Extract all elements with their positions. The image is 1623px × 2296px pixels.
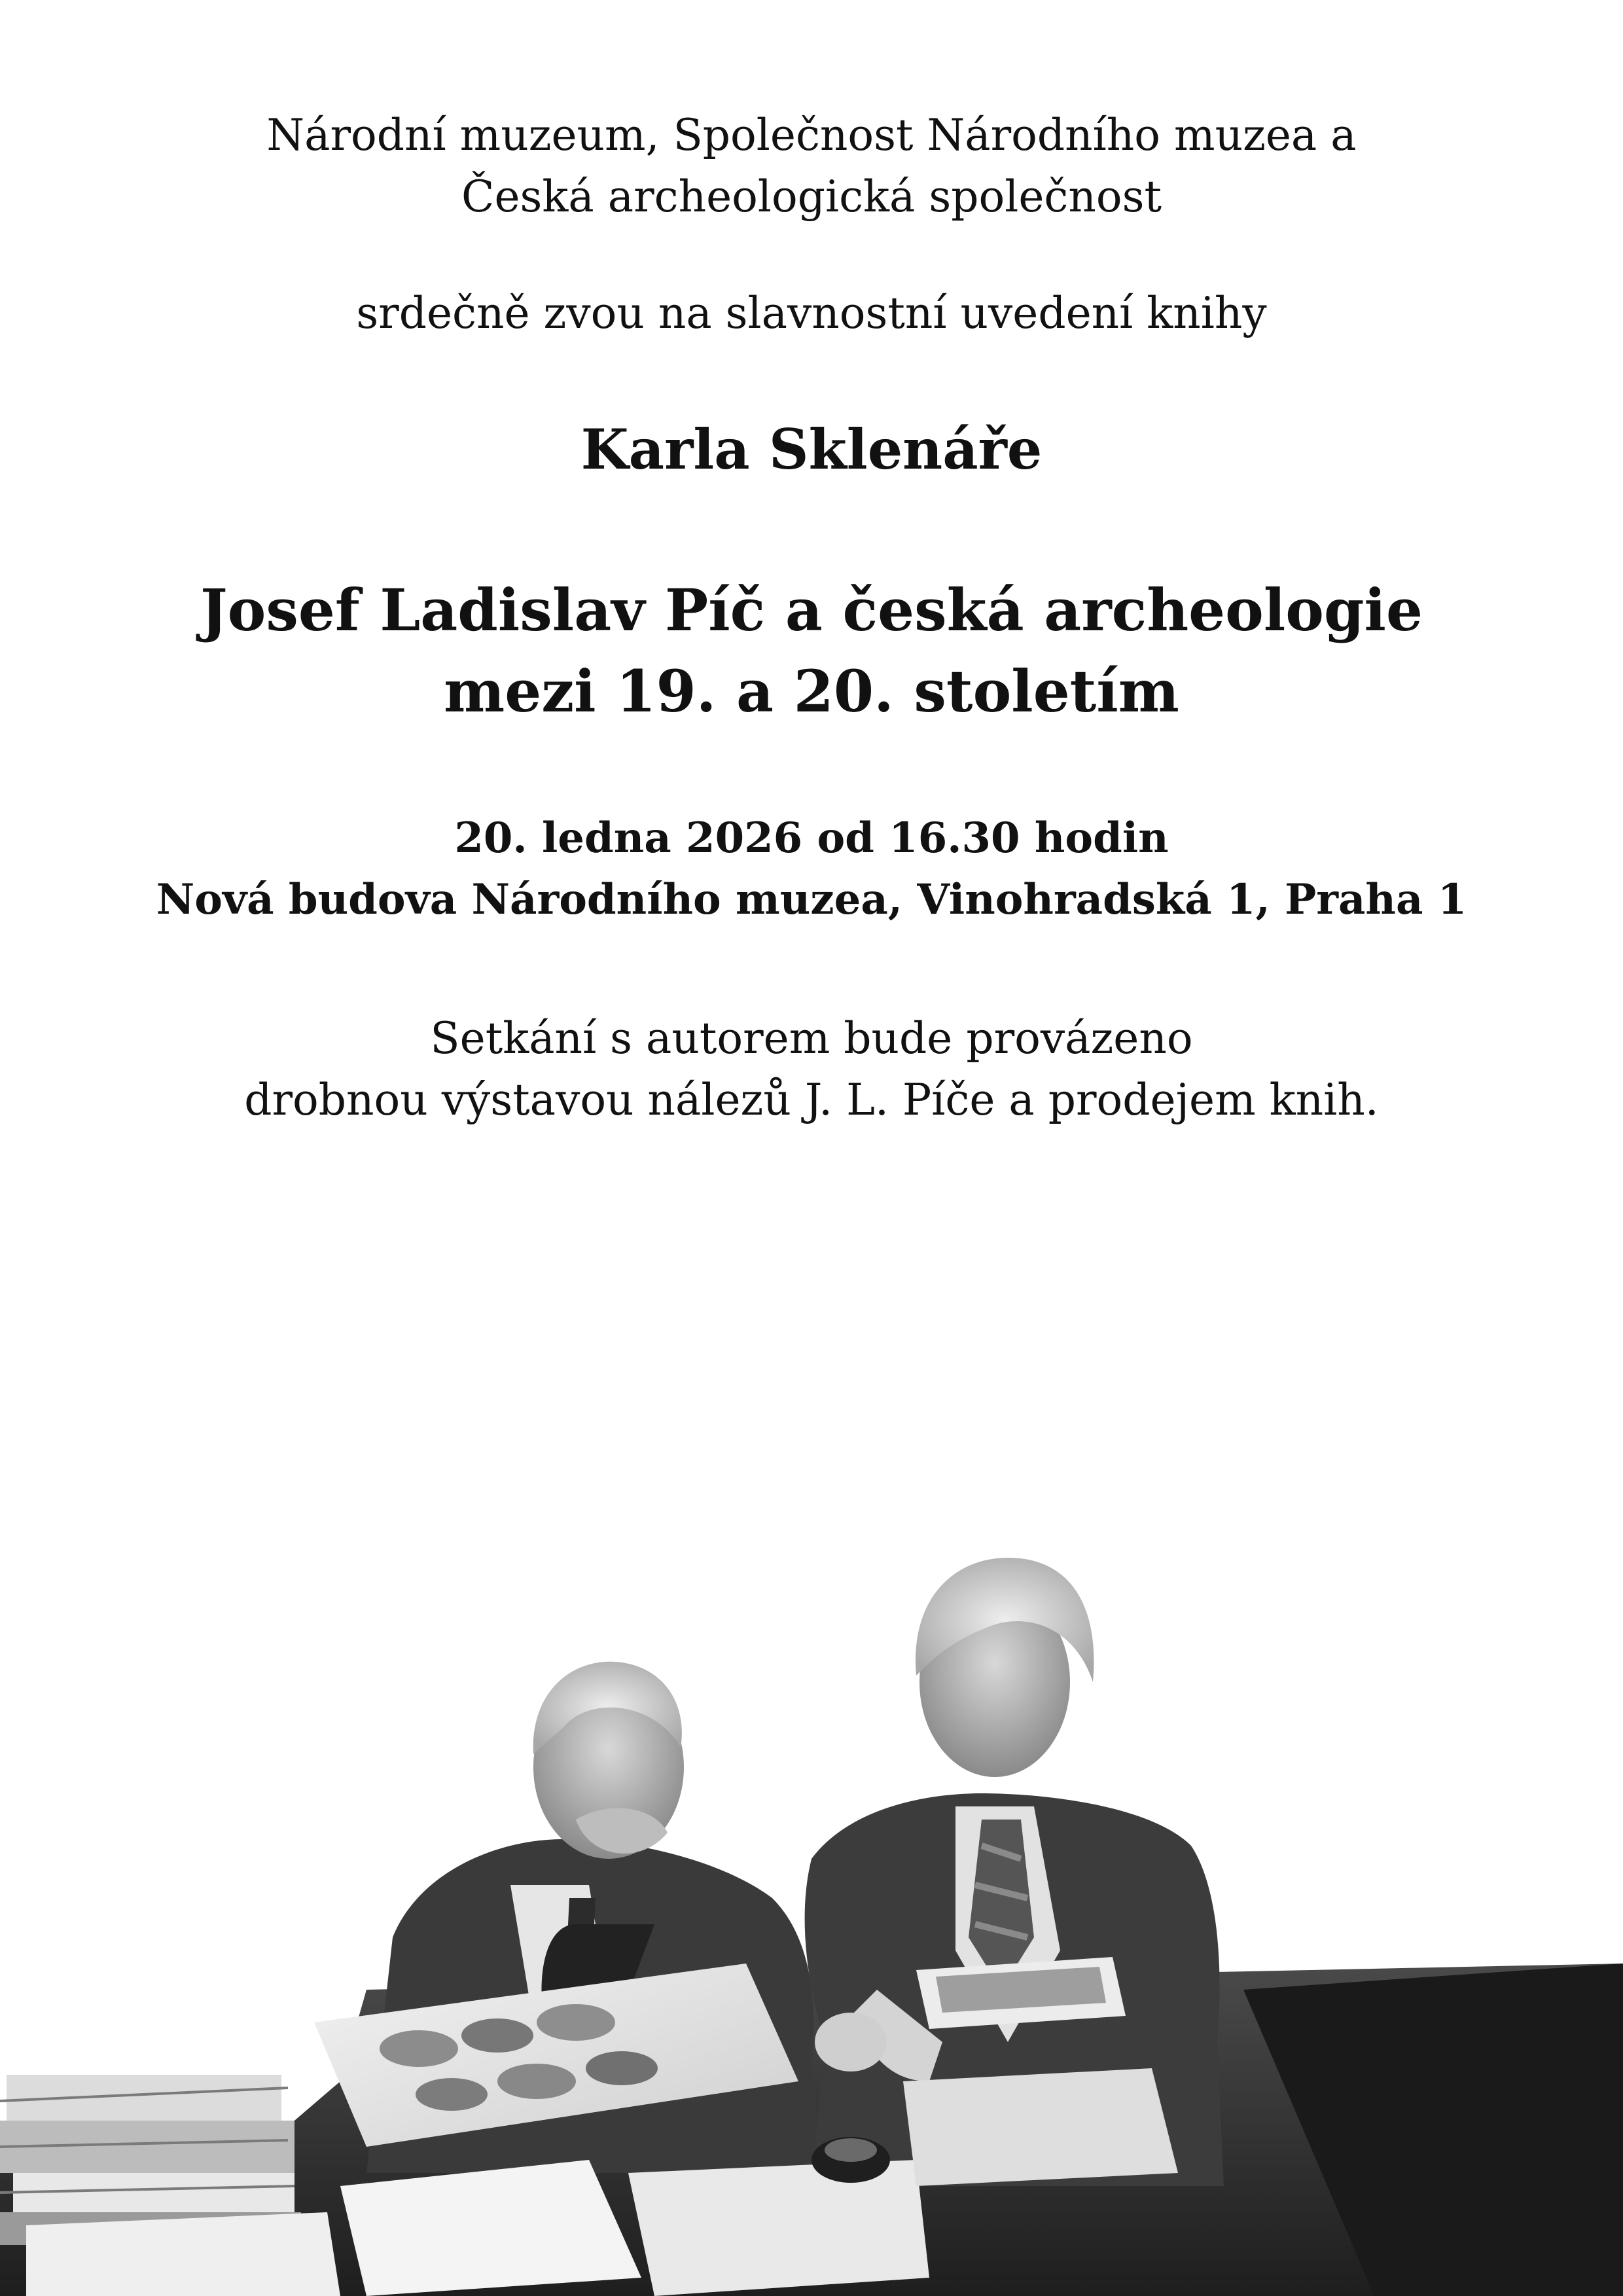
- book-title-line-1: Josef Ladislav Píč a česká archeologie: [200, 576, 1423, 644]
- event-details: [0, 808, 1623, 931]
- event-venue: Nová budova Národního muzea, Vinohradská 1, Praha 1: [156, 875, 1467, 924]
- event-date-time: 20. ledna 2026 od 16.30 hodin: [454, 814, 1169, 863]
- event-note-line-2: drobnou výstavou nálezů J. L. Píče a prodejem knih.: [244, 1075, 1379, 1125]
- organizers-line-1: Národní muzeum, Společnost Národního muzea a: [266, 110, 1357, 160]
- book-title-line-2: mezi 19. a 20. stoletím: [444, 657, 1179, 725]
- event-note-line-1: Setkání s autorem bude provázeno: [430, 1013, 1193, 1064]
- organizers: [0, 105, 1623, 228]
- photo-two-men-at-desk: [0, 1230, 1623, 2296]
- event-note: [0, 1008, 1623, 1131]
- organizers-line-2: Česká archeologická společnost: [461, 171, 1162, 222]
- invitation-text: srdečně zvou na slavnostní uvedení knihy: [356, 288, 1267, 338]
- book-title: [0, 569, 1623, 732]
- inkwell: [812, 2137, 890, 2183]
- author-name: Karla Sklenáře: [580, 417, 1043, 482]
